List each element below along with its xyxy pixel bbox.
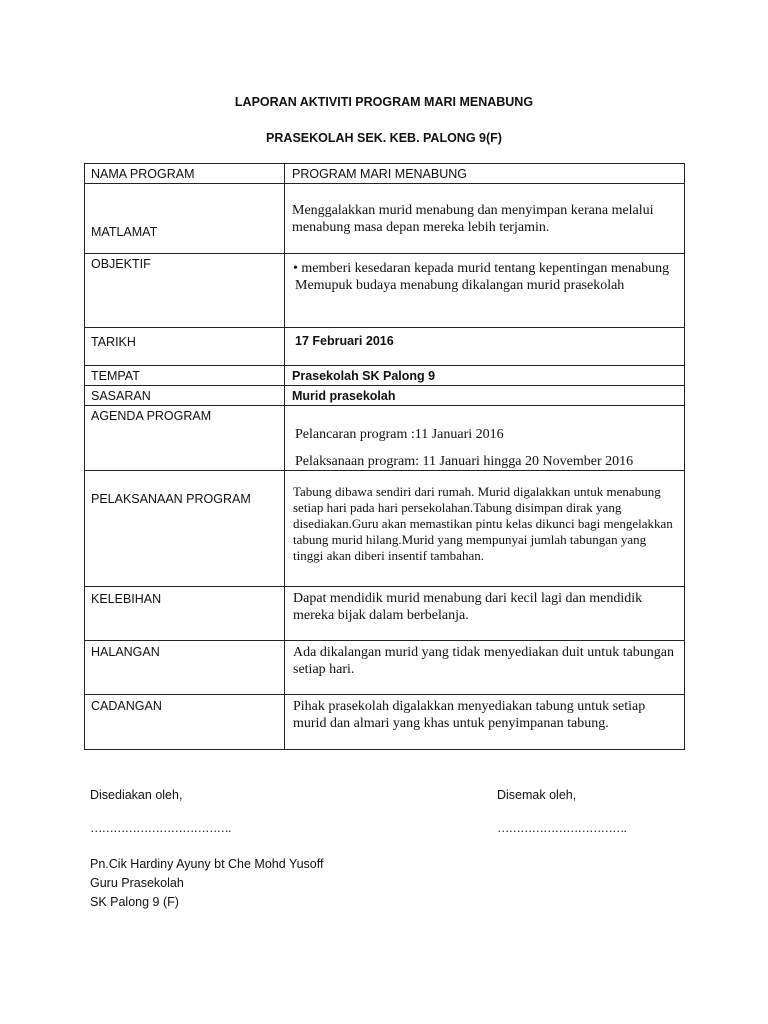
label-pelaksanaan (85, 471, 285, 587)
value-agenda (285, 406, 685, 471)
report-subtitle: PRASEKOLAH SEK. KEB. PALONG 9(F) (266, 131, 502, 145)
label-agenda: AGENDA PROGRAM (85, 406, 285, 471)
row-nama-program (85, 164, 685, 184)
kelebihan-text: Dapat mendidik murid menabung dari kecil lagi dan mendidik mereka bijak dalam berbelanja. (293, 591, 643, 623)
label-nama-program: NAMA PROGRAM (85, 164, 285, 184)
matlamat-text: Menggalakkan murid menabung dan menyimpan kerana melalui menabung masa depan mereka lebih terjamin. (292, 203, 654, 235)
report-title: LAPORAN AKTIVITI PROGRAM MARI MENABUNG (234, 95, 534, 109)
row-kelebihan (85, 587, 685, 641)
value-nama-program (285, 164, 685, 184)
prepared-signature-line: ………………………………. (90, 821, 231, 835)
value-pelaksanaan (285, 471, 685, 587)
row-objektif (85, 254, 685, 328)
label-objektif (85, 254, 285, 328)
label-sasaran: SASARAN (85, 386, 285, 406)
row-tempat (85, 366, 685, 386)
tempat-text: Prasekolah SK Palong 9 (292, 369, 436, 383)
checked-signature-line: ……………………………. (497, 821, 626, 835)
row-sasaran (85, 386, 685, 406)
halangan-text: Ada dikalangan murid yang tidak menyediakan duit untuk tabungan setiap hari. (293, 645, 675, 677)
agenda-line2: Pelaksanaan program: 11 Januari hingga 20 November 2016 (295, 454, 634, 469)
value-sasaran (285, 386, 685, 406)
preparer-school: SK Palong 9 (F) (90, 895, 179, 909)
value-tempat (285, 366, 685, 386)
value-cadangan (285, 695, 685, 750)
cadangan-label-text: CADANGAN (91, 699, 162, 713)
row-tarikh (85, 328, 685, 366)
row-cadangan (85, 695, 685, 750)
objektif-label-text: OBJEKTIF (91, 257, 151, 271)
tarikh-text: 17 Februari 2016 (295, 334, 394, 348)
preparer-position: Guru Prasekolah (90, 876, 184, 890)
tarikh-label-text: TARIKH (91, 335, 136, 349)
row-matlamat (85, 184, 685, 254)
nama-program-text: PROGRAM MARI MENABUNG (292, 167, 468, 181)
row-pelaksanaan (85, 471, 685, 587)
preparer-name: Pn.Cik Hardiny Ayuny bt Che Mohd Yusoff (90, 857, 324, 871)
value-halangan (285, 641, 685, 695)
label-matlamat (85, 184, 285, 254)
sasaran-text: Murid prasekolah (292, 389, 396, 403)
agenda-line1: Pelancaran program :11 Januari 2016 (295, 427, 504, 442)
objektif-line2: Memupuk budaya menabung dikalangan murid prasekolah (295, 278, 625, 293)
value-tarikh (285, 328, 685, 366)
objektif-line1: • memberi kesedaran kepada murid tentang kepentingan menabung (293, 261, 670, 276)
pelaksanaan-label-text: PELAKSANAAN PROGRAM (91, 492, 251, 506)
prepared-by-label: Disediakan oleh, (90, 788, 183, 802)
kelebihan-label-text: KELEBIHAN (91, 592, 162, 606)
cadangan-text: Pihak prasekolah digalakkan menyediakan tabung untuk setiap murid dan almari yang khas untuk penyimpanan tabung. (293, 699, 646, 731)
label-cadangan (85, 695, 285, 750)
label-tarikh (85, 328, 285, 366)
row-agenda (85, 406, 685, 471)
halangan-label-text: HALANGAN (91, 645, 160, 659)
report-table (84, 163, 685, 750)
pelaksanaan-text: Tabung dibawa sendiri dari rumah. Murid digalakkan untuk menabung setiap hari pada hari persekolahan.Tabung disimpan dirak yang disediakan.Guru akan memastikan pintu kelas dikunci bagi mengelakkan tabung murid hilang.Murid yang mempunyai jumlah tabungan yang tinggi akan diberi insentif tambahan. (293, 484, 673, 563)
value-matlamat (285, 184, 685, 254)
row-halangan (85, 641, 685, 695)
value-objektif (285, 254, 685, 328)
value-kelebihan (285, 587, 685, 641)
matlamat-label-text: MATLAMAT (91, 225, 158, 239)
label-kelebihan (85, 587, 285, 641)
label-tempat: TEMPAT (85, 366, 285, 386)
label-halangan (85, 641, 285, 695)
checked-by-label: Disemak oleh, (497, 788, 577, 802)
